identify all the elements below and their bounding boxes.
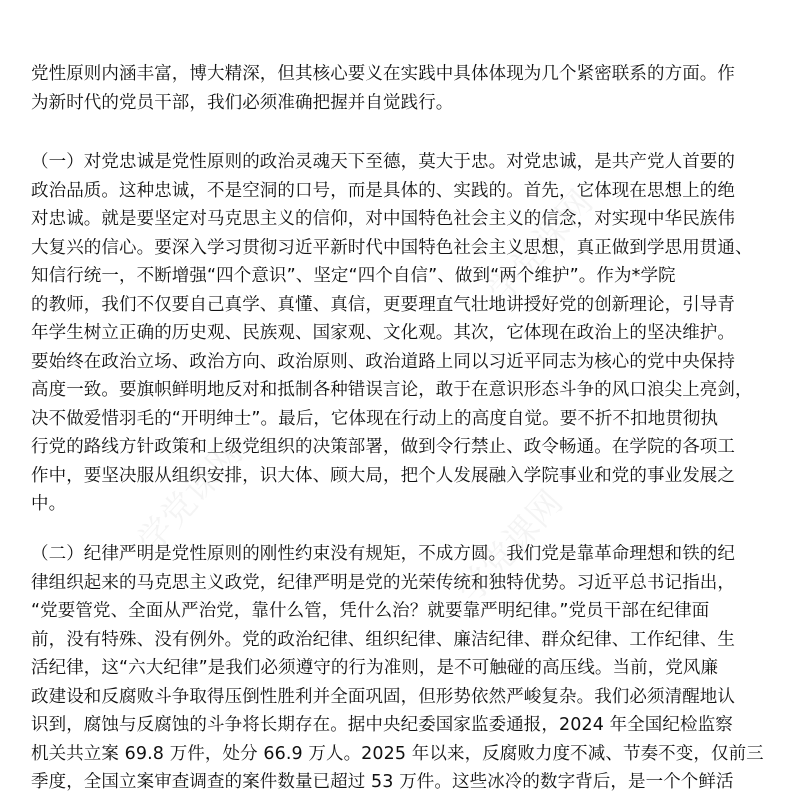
text-line: 机关共立案 69.8 万件，处分 66.9 万人。2025 年以来，反腐败力度不减、节奏不变，仅前三 xyxy=(31,743,764,764)
text-line: 季度，全国立案审查调查的案件数量已超过 53 万件。这些冰冷的数字背后，是一个个鲜活 xyxy=(31,772,734,792)
text-line: （二）纪律严明是党性原则的刚性约束没有规矩，不成方圆。我们党是靠革命理想和铁的纪 xyxy=(31,544,735,564)
text-line: 政建设和反腐败斗争取得压倒性胜利并全面巩固，但形势依然严峻复杂。我们必须清醒地认 xyxy=(31,686,735,707)
text-line: 决不做爱惜羽毛的“开明绅士”。最后，它体现在行动上的高度自觉。要不折不扣地贯彻执 xyxy=(31,408,719,429)
text-line: 律组织起来的马克思主义政党，纪律严明是党的光荣传统和独特优势。习近平总书记指出， xyxy=(31,572,735,593)
text-line: 的教师，我们不仅要自己真学、真懂、真信，更要理直气壮地讲授好党的创新理论，引导青 xyxy=(31,294,735,315)
text-line: （一）对党忠诚是党性原则的政治灵魂天下至德，莫大于忠。对党忠诚，是共产党人首要的 xyxy=(31,152,735,172)
intro-paragraph xyxy=(31,60,791,117)
text-line: 活纪律，这“六大纪律”是我们必须遵守的行为准则，是不可触碰的高压线。当前，党风廉 xyxy=(31,658,719,678)
text-line: 作中，要坚决服从组织安排，识大体、顾大局，把个人发展融入学院事业和党的事业发展之 xyxy=(31,465,735,486)
text-line: 对忠诚。就是要坚定对马克思主义的信仰，对中国特色社会主义的信念，对实现中华民族伟 xyxy=(31,209,735,229)
text-line: 前，没有特殊、没有例外。党的政治纪律、组织纪律、廉洁纪律、群众纪律、工作纪律、生 xyxy=(31,629,735,650)
text-line: 行党的路线方针政策和上级党组织的决策部署，做到令行禁止、政令畅通。在学院的各项工 xyxy=(31,437,735,457)
discipline-section-paragraph xyxy=(31,540,791,797)
text-line: 高度一致。要旗帜鲜明地反对和抵制各种错误言论，敢于在意识形态斗争的风口浪尖上亮剑， xyxy=(31,380,753,400)
text-line: 知信行统一，不断增强“四个意识”、坚定“四个自信”、做到“两个维护”。作为*学院 xyxy=(31,266,676,286)
text-line: 要始终在政治立场、政治方向、政治原则、政治道路上同以习近平同志为核心的党中央保持 xyxy=(31,351,735,372)
loyalty-section-paragraph xyxy=(31,148,791,519)
text-line: 为新时代的党员干部，我们必须准确把握并自觉践行。 xyxy=(31,92,454,113)
text-line: 政治品质。这种忠诚，不是空洞的口号，而是具体的、实践的。首先，它体现在思想上的绝 xyxy=(31,180,735,201)
text-line: 大复兴的信心。要深入学习贯彻习近平新时代中国特色社会主义思想，真正做到学思用贯通、 xyxy=(31,237,753,258)
text-line: 年学生树立正确的历史观、民族观、国家观、文化观。其次，它体现在政治上的坚决维护。 xyxy=(31,323,735,343)
text-line: “党要管党、全面从严治党，靠什么管，凭什么治？就要靠严明纪律。”党员干部在纪律面 xyxy=(31,601,710,621)
watermark: 学党课网 xyxy=(130,432,251,561)
watermark: 学党课网 xyxy=(450,482,571,611)
text-line: 中。 xyxy=(31,494,67,514)
text-line: 党性原则内涵丰富，博大精深，但其核心要义在实践中具体体现为几个紧密联系的方面。作 xyxy=(31,64,735,84)
watermark: 学党课网 xyxy=(480,182,601,311)
text-line: 识到，腐蚀与反腐蚀的斗争将长期存在。据中央纪委国家监委通报，2024 年全国纪检监察 xyxy=(31,715,733,735)
